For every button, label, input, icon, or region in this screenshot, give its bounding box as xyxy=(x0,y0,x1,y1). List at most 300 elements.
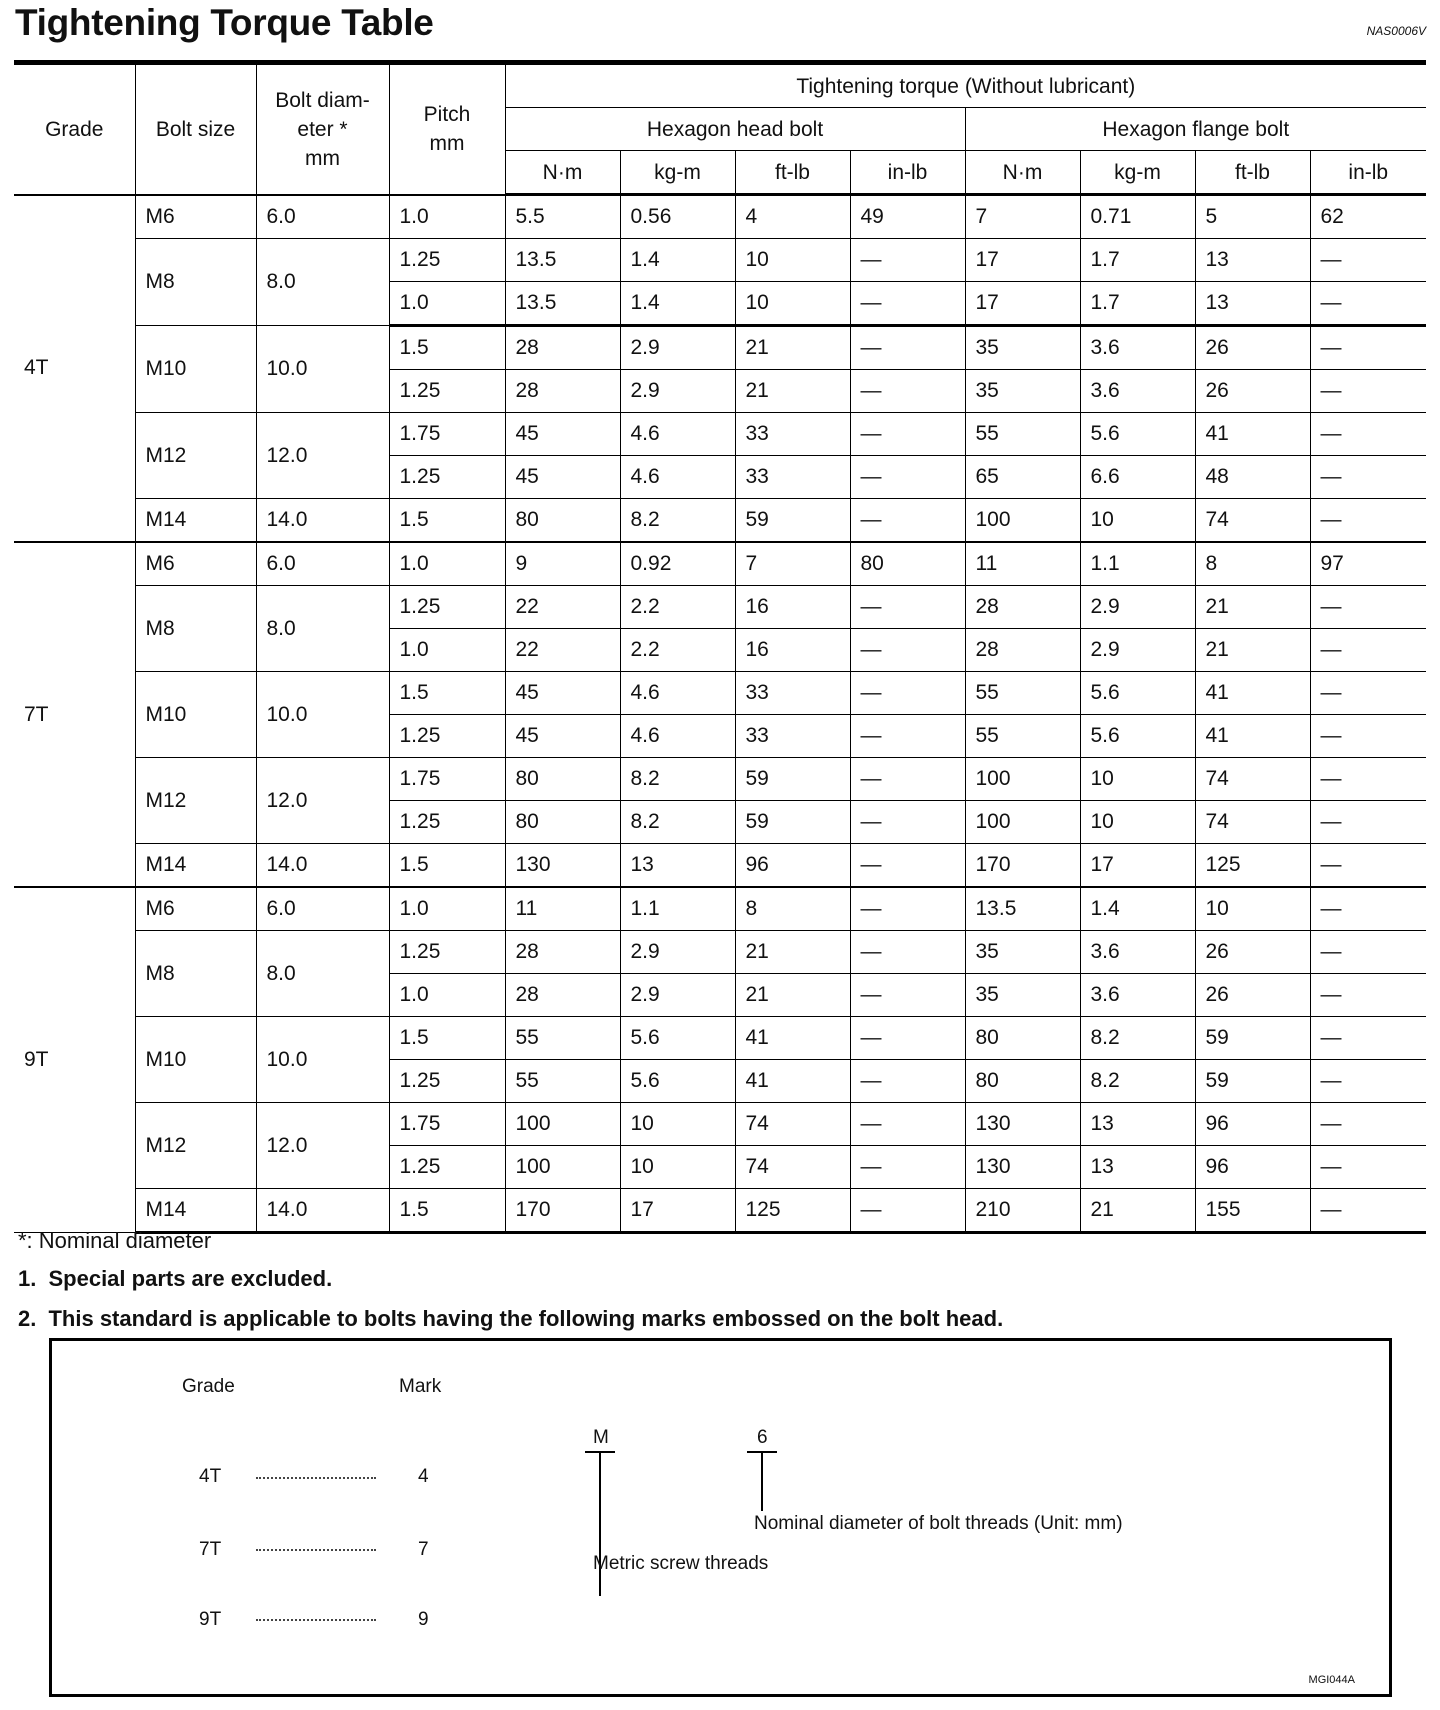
torque-value-cell: 2.9 xyxy=(1080,586,1195,629)
pitch-cell: 1.75 xyxy=(389,758,505,801)
torque-value-cell: 17 xyxy=(965,282,1080,326)
page-title: Tightening Torque Table xyxy=(15,2,434,43)
grade-cell: 9T xyxy=(14,887,135,1233)
torque-value-cell: — xyxy=(850,326,965,370)
pitch-cell: 1.5 xyxy=(389,499,505,543)
torque-value-cell: 35 xyxy=(965,974,1080,1017)
torque-value-cell: — xyxy=(1310,974,1426,1017)
torque-value-cell: 8.2 xyxy=(1080,1060,1195,1103)
unit-header: in-lb xyxy=(1310,151,1426,195)
torque-value-cell: — xyxy=(850,974,965,1017)
torque-value-cell: — xyxy=(850,282,965,326)
torque-value-cell: 96 xyxy=(735,844,850,888)
note-1 xyxy=(18,1266,332,1292)
marks-grade-4t: 4T xyxy=(199,1466,222,1487)
bolt-diameter-cell: 6.0 xyxy=(256,195,389,239)
unit-header: kg-m xyxy=(1080,151,1195,195)
torque-value-cell: 7 xyxy=(735,542,850,586)
torque-value-cell: 8.2 xyxy=(620,801,735,844)
pitch-cell: 1.5 xyxy=(389,672,505,715)
table-row xyxy=(14,239,1426,282)
torque-value-cell: 33 xyxy=(735,715,850,758)
pitch-cell: 1.25 xyxy=(389,1060,505,1103)
torque-value-cell: 26 xyxy=(1195,326,1310,370)
bolt-diameter-cell: 10.0 xyxy=(256,672,389,758)
torque-value-cell: — xyxy=(850,629,965,672)
pitch-cell: 1.0 xyxy=(389,195,505,239)
document-code: NAS0006V xyxy=(1366,24,1426,38)
torque-value-cell: 59 xyxy=(735,801,850,844)
torque-value-cell: 4.6 xyxy=(620,672,735,715)
pitch-cell: 1.0 xyxy=(389,282,505,326)
torque-value-cell: — xyxy=(1310,456,1426,499)
unit-header: ft-lb xyxy=(1195,151,1310,195)
note-1-number: 1. xyxy=(18,1266,37,1291)
torque-value-cell: 11 xyxy=(505,887,620,931)
torque-value-cell: 74 xyxy=(1195,499,1310,543)
torque-value-cell: 74 xyxy=(735,1146,850,1189)
bolt-size-cell: M6 xyxy=(135,542,256,586)
bolt-marks-figure xyxy=(49,1338,1392,1697)
torque-value-cell: — xyxy=(850,1146,965,1189)
torque-value-cell: 41 xyxy=(1195,672,1310,715)
torque-value-cell: — xyxy=(1310,282,1426,326)
torque-value-cell: 45 xyxy=(505,456,620,499)
torque-value-cell: 1.4 xyxy=(620,282,735,326)
torque-value-cell: — xyxy=(1310,499,1426,543)
torque-value-cell: 3.6 xyxy=(1080,974,1195,1017)
table-row xyxy=(14,1103,1426,1146)
bolt-size-cell: M12 xyxy=(135,1103,256,1189)
dotted-leader xyxy=(256,1549,376,1551)
torque-value-cell: — xyxy=(850,672,965,715)
torque-value-cell: 130 xyxy=(965,1146,1080,1189)
torque-value-cell: 8 xyxy=(1195,542,1310,586)
pitch-cell: 1.0 xyxy=(389,974,505,1017)
torque-value-cell: — xyxy=(1310,844,1426,888)
torque-value-cell: 21 xyxy=(1195,586,1310,629)
torque-value-cell: 1.7 xyxy=(1080,239,1195,282)
bolt-diameter-cell: 8.0 xyxy=(256,239,389,326)
note-2 xyxy=(18,1306,1003,1332)
bolt-size-cell: M10 xyxy=(135,326,256,413)
pitch-cell: 1.5 xyxy=(389,326,505,370)
torque-value-cell: 74 xyxy=(735,1103,850,1146)
unit-header: in-lb xyxy=(850,151,965,195)
header-hexagon-head-bolt: Hexagon head bolt xyxy=(505,108,965,151)
torque-value-cell: 74 xyxy=(1195,758,1310,801)
torque-value-cell: 21 xyxy=(735,974,850,1017)
torque-value-cell: 8.2 xyxy=(620,758,735,801)
pitch-cell: 1.5 xyxy=(389,1189,505,1233)
bolt-diameter-cell: 10.0 xyxy=(256,1017,389,1103)
torque-value-cell: 22 xyxy=(505,586,620,629)
torque-value-cell: — xyxy=(850,1060,965,1103)
torque-value-cell: 5.6 xyxy=(620,1060,735,1103)
torque-value-cell: 10 xyxy=(1195,887,1310,931)
torque-value-cell: 125 xyxy=(1195,844,1310,888)
bolt-diameter-cell: 10.0 xyxy=(256,326,389,413)
bolt-diameter-cell: 12.0 xyxy=(256,758,389,844)
marks-mark-4: 4 xyxy=(418,1466,429,1487)
torque-value-cell: 13.5 xyxy=(505,239,620,282)
torque-value-cell: 13 xyxy=(1080,1103,1195,1146)
torque-value-cell: 55 xyxy=(505,1017,620,1060)
torque-value-cell: 4.6 xyxy=(620,413,735,456)
torque-value-cell: 2.9 xyxy=(620,974,735,1017)
torque-value-cell: 35 xyxy=(965,931,1080,974)
torque-value-cell: 28 xyxy=(505,326,620,370)
torque-value-cell: 100 xyxy=(505,1146,620,1189)
torque-value-cell: — xyxy=(1310,370,1426,413)
table-row xyxy=(14,931,1426,974)
torque-value-cell: 10 xyxy=(620,1103,735,1146)
unit-header: ft-lb xyxy=(735,151,850,195)
table-row xyxy=(14,542,1426,586)
torque-value-cell: — xyxy=(850,586,965,629)
torque-value-cell: 6.6 xyxy=(1080,456,1195,499)
torque-table xyxy=(14,64,1426,1234)
marks-mark-7: 7 xyxy=(418,1539,429,1560)
torque-value-cell: 80 xyxy=(965,1017,1080,1060)
torque-value-cell: 10 xyxy=(620,1146,735,1189)
torque-value-cell: 2.9 xyxy=(620,931,735,974)
torque-value-cell: — xyxy=(850,239,965,282)
torque-value-cell: 33 xyxy=(735,413,850,456)
bolt-diameter-cell: 6.0 xyxy=(256,542,389,586)
torque-value-cell: 28 xyxy=(505,974,620,1017)
torque-value-cell: — xyxy=(850,887,965,931)
bolt-size-cell: M6 xyxy=(135,195,256,239)
torque-value-cell: — xyxy=(850,456,965,499)
metric-screw-threads-label: Metric screw threads xyxy=(593,1553,769,1574)
bolt-diameter-cell: 14.0 xyxy=(256,844,389,888)
torque-value-cell: 97 xyxy=(1310,542,1426,586)
pitch-cell: 1.75 xyxy=(389,413,505,456)
torque-value-cell: — xyxy=(850,801,965,844)
torque-value-cell: 210 xyxy=(965,1189,1080,1233)
torque-value-cell: 21 xyxy=(1195,629,1310,672)
bolt-size-cell: M8 xyxy=(135,239,256,326)
torque-value-cell: — xyxy=(850,758,965,801)
bolt-diameter-cell: 6.0 xyxy=(256,887,389,931)
torque-value-cell: 80 xyxy=(505,499,620,543)
torque-value-cell: 13.5 xyxy=(965,887,1080,931)
torque-value-cell: 5.6 xyxy=(1080,715,1195,758)
bolt-diameter-cell: 14.0 xyxy=(256,499,389,543)
table-row xyxy=(14,195,1426,239)
torque-value-cell: 0.92 xyxy=(620,542,735,586)
marks-grade-header: Grade xyxy=(182,1376,235,1397)
nominal-diameter-label: Nominal diameter of bolt threads (Unit: mm) xyxy=(754,1513,1123,1534)
torque-value-cell: 28 xyxy=(505,931,620,974)
torque-value-cell: 10 xyxy=(1080,499,1195,543)
note-1-text: Special parts are excluded. xyxy=(48,1266,333,1291)
header-hexagon-flange-bolt: Hexagon flange bolt xyxy=(965,108,1426,151)
torque-value-cell: 11 xyxy=(965,542,1080,586)
bolt-size-cell: M12 xyxy=(135,413,256,499)
marks-grade-9t: 9T xyxy=(199,1609,222,1630)
torque-value-cell: 16 xyxy=(735,629,850,672)
torque-table-body xyxy=(14,195,1426,1233)
torque-value-cell: 17 xyxy=(965,239,1080,282)
torque-value-cell: 8.2 xyxy=(1080,1017,1195,1060)
torque-value-cell: 3.6 xyxy=(1080,370,1195,413)
torque-value-cell: 2.2 xyxy=(620,586,735,629)
torque-value-cell: 2.9 xyxy=(620,370,735,413)
torque-value-cell: 2.2 xyxy=(620,629,735,672)
torque-value-cell: 100 xyxy=(965,499,1080,543)
bolt-size-cell: M8 xyxy=(135,586,256,672)
torque-value-cell: 26 xyxy=(1195,931,1310,974)
pitch-cell: 1.5 xyxy=(389,844,505,888)
pitch-cell: 1.25 xyxy=(389,456,505,499)
torque-value-cell: — xyxy=(1310,887,1426,931)
torque-value-cell: 1.1 xyxy=(620,887,735,931)
torque-value-cell: 170 xyxy=(505,1189,620,1233)
torque-value-cell: 62 xyxy=(1310,195,1426,239)
torque-value-cell: — xyxy=(1310,1060,1426,1103)
bolt-size-cell: M10 xyxy=(135,1017,256,1103)
table-row xyxy=(14,326,1426,370)
table-row xyxy=(14,887,1426,931)
note-2-text: This standard is applicable to bolts having the following marks embossed on the bolt head. xyxy=(48,1306,1004,1331)
note-2-number: 2. xyxy=(18,1306,37,1331)
torque-value-cell: 1.4 xyxy=(620,239,735,282)
pitch-cell: 1.25 xyxy=(389,931,505,974)
pitch-cell: 1.0 xyxy=(389,887,505,931)
header-bolt-diameter-line2: eter * xyxy=(297,117,348,141)
torque-value-cell: 4.6 xyxy=(620,456,735,499)
torque-value-cell: 5 xyxy=(1195,195,1310,239)
grade-cell: 7T xyxy=(14,542,135,887)
footnote-nominal-diameter: *: Nominal diameter xyxy=(18,1228,212,1253)
torque-value-cell: — xyxy=(850,1189,965,1233)
marks-grade-7t: 7T xyxy=(199,1539,222,1560)
torque-value-cell: — xyxy=(1310,1017,1426,1060)
torque-value-cell: 33 xyxy=(735,672,850,715)
torque-value-cell: 80 xyxy=(505,758,620,801)
torque-value-cell: 2.9 xyxy=(1080,629,1195,672)
grade-cell: 4T xyxy=(14,195,135,543)
table-row xyxy=(14,1017,1426,1060)
torque-value-cell: 41 xyxy=(1195,413,1310,456)
torque-value-cell: 96 xyxy=(1195,1103,1310,1146)
pitch-cell: 1.25 xyxy=(389,801,505,844)
torque-value-cell: — xyxy=(1310,801,1426,844)
torque-value-cell: 55 xyxy=(965,715,1080,758)
torque-value-cell: — xyxy=(850,499,965,543)
bolt-diameter-cell: 12.0 xyxy=(256,1103,389,1189)
pitch-cell: 1.25 xyxy=(389,370,505,413)
pitch-cell: 1.75 xyxy=(389,1103,505,1146)
torque-value-cell: 41 xyxy=(1195,715,1310,758)
bolt-size-cell: M10 xyxy=(135,672,256,758)
torque-value-cell: 17 xyxy=(1080,844,1195,888)
bolt-size-cell: M12 xyxy=(135,758,256,844)
torque-value-cell: 100 xyxy=(505,1103,620,1146)
torque-value-cell: 0.71 xyxy=(1080,195,1195,239)
header-grade: Grade xyxy=(14,65,135,195)
bolt-size-cell: M14 xyxy=(135,844,256,888)
torque-value-cell: 100 xyxy=(965,758,1080,801)
header-pitch-line1: Pitch xyxy=(423,103,471,127)
torque-value-cell: — xyxy=(1310,586,1426,629)
torque-value-cell: 155 xyxy=(1195,1189,1310,1233)
torque-value-cell: 10 xyxy=(735,239,850,282)
torque-value-cell: 5.6 xyxy=(1080,413,1195,456)
header-pitch xyxy=(389,65,505,195)
torque-value-cell: 10 xyxy=(1080,758,1195,801)
marks-mark-header: Mark xyxy=(399,1376,442,1397)
pitch-cell: 1.0 xyxy=(389,542,505,586)
bolt-diameter-cell: 8.0 xyxy=(256,931,389,1017)
torque-value-cell: 13 xyxy=(1195,282,1310,326)
torque-value-cell: 28 xyxy=(505,370,620,413)
torque-value-cell: 170 xyxy=(965,844,1080,888)
torque-value-cell: 10 xyxy=(1080,801,1195,844)
pitch-cell: 1.25 xyxy=(389,239,505,282)
torque-value-cell: 0.56 xyxy=(620,195,735,239)
torque-value-cell: — xyxy=(1310,715,1426,758)
pitch-cell: 1.5 xyxy=(389,1017,505,1060)
torque-value-cell: 13 xyxy=(1080,1146,1195,1189)
torque-value-cell: 80 xyxy=(850,542,965,586)
table-row xyxy=(14,413,1426,456)
torque-value-cell: 13 xyxy=(620,844,735,888)
torque-value-cell: 3.6 xyxy=(1080,931,1195,974)
bolt-size-cell: M14 xyxy=(135,1189,256,1233)
torque-value-cell: 13.5 xyxy=(505,282,620,326)
torque-value-cell: 96 xyxy=(1195,1146,1310,1189)
torque-value-cell: — xyxy=(1310,629,1426,672)
torque-value-cell: 26 xyxy=(1195,370,1310,413)
table-row xyxy=(14,586,1426,629)
torque-value-cell: 3.6 xyxy=(1080,326,1195,370)
torque-value-cell: — xyxy=(1310,326,1426,370)
bolt-diameter-cell: 14.0 xyxy=(256,1189,389,1233)
torque-value-cell: 7 xyxy=(965,195,1080,239)
header-tightening-torque: Tightening torque (Without lubricant) xyxy=(505,65,1426,108)
marks-mark-9: 9 xyxy=(418,1609,429,1630)
torque-value-cell: 1.4 xyxy=(1080,887,1195,931)
bolt-diameter-cell: 12.0 xyxy=(256,413,389,499)
torque-value-cell: 55 xyxy=(965,413,1080,456)
torque-value-cell: 41 xyxy=(735,1017,850,1060)
header-pitch-line2: mm xyxy=(429,132,465,156)
torque-value-cell: 55 xyxy=(505,1060,620,1103)
torque-value-cell: 74 xyxy=(1195,801,1310,844)
torque-value-cell: 21 xyxy=(735,931,850,974)
torque-value-cell: 80 xyxy=(505,801,620,844)
torque-value-cell: — xyxy=(850,370,965,413)
torque-value-cell: 4 xyxy=(735,195,850,239)
torque-value-cell: 1.7 xyxy=(1080,282,1195,326)
torque-value-cell: 55 xyxy=(965,672,1080,715)
torque-value-cell: 22 xyxy=(505,629,620,672)
torque-value-cell: — xyxy=(1310,758,1426,801)
torque-value-cell: — xyxy=(1310,239,1426,282)
torque-value-cell: 59 xyxy=(1195,1060,1310,1103)
torque-value-cell: 35 xyxy=(965,370,1080,413)
torque-value-cell: 48 xyxy=(1195,456,1310,499)
torque-value-cell: — xyxy=(850,931,965,974)
torque-value-cell: 13 xyxy=(1195,239,1310,282)
torque-value-cell: 28 xyxy=(965,629,1080,672)
unit-header: N·m xyxy=(965,151,1080,195)
torque-value-cell: 41 xyxy=(735,1060,850,1103)
figure-code: MGI044A xyxy=(1308,1674,1355,1686)
torque-value-cell: 33 xyxy=(735,456,850,499)
torque-value-cell: 26 xyxy=(1195,974,1310,1017)
dotted-leader xyxy=(256,1477,376,1479)
table-row xyxy=(14,1189,1426,1233)
table-row xyxy=(14,499,1426,543)
torque-value-cell: 80 xyxy=(965,1060,1080,1103)
dotted-leader xyxy=(256,1619,376,1621)
torque-value-cell: 49 xyxy=(850,195,965,239)
header-bolt-diameter xyxy=(256,65,389,195)
torque-value-cell: 17 xyxy=(620,1189,735,1233)
table-row xyxy=(14,758,1426,801)
torque-value-cell: — xyxy=(1310,1189,1426,1233)
torque-value-cell: 130 xyxy=(965,1103,1080,1146)
torque-value-cell: 21 xyxy=(735,326,850,370)
pitch-cell: 1.0 xyxy=(389,629,505,672)
header-bolt-size: Bolt size xyxy=(135,65,256,195)
torque-value-cell: 28 xyxy=(965,586,1080,629)
torque-value-cell: — xyxy=(850,1017,965,1060)
torque-value-cell: 100 xyxy=(965,801,1080,844)
torque-value-cell: 5.5 xyxy=(505,195,620,239)
torque-value-cell: 45 xyxy=(505,413,620,456)
torque-value-cell: 10 xyxy=(735,282,850,326)
header-bolt-diameter-line1: Bolt diam- xyxy=(275,88,370,112)
torque-value-cell: — xyxy=(1310,1146,1426,1189)
torque-value-cell: 130 xyxy=(505,844,620,888)
torque-value-cell: 59 xyxy=(735,499,850,543)
bolt-size-cell: M14 xyxy=(135,499,256,543)
bolt-size-cell: M8 xyxy=(135,931,256,1017)
torque-value-cell: — xyxy=(850,413,965,456)
torque-value-cell: — xyxy=(850,844,965,888)
torque-value-cell: — xyxy=(1310,931,1426,974)
torque-value-cell: 35 xyxy=(965,326,1080,370)
pitch-cell: 1.25 xyxy=(389,1146,505,1189)
torque-value-cell: 65 xyxy=(965,456,1080,499)
torque-value-cell: 5.6 xyxy=(620,1017,735,1060)
bolt-size-cell: M6 xyxy=(135,887,256,931)
torque-value-cell: 45 xyxy=(505,715,620,758)
torque-value-cell: 9 xyxy=(505,542,620,586)
torque-value-cell: — xyxy=(1310,672,1426,715)
torque-value-cell: 2.9 xyxy=(620,326,735,370)
torque-value-cell: 21 xyxy=(1080,1189,1195,1233)
pitch-cell: 1.25 xyxy=(389,715,505,758)
torque-value-cell: 125 xyxy=(735,1189,850,1233)
torque-value-cell: 59 xyxy=(735,758,850,801)
torque-value-cell: 1.1 xyxy=(1080,542,1195,586)
torque-value-cell: 45 xyxy=(505,672,620,715)
table-row xyxy=(14,844,1426,888)
unit-header: N·m xyxy=(505,151,620,195)
bolt-mark-letter-m: M xyxy=(593,1427,609,1448)
torque-value-cell: — xyxy=(1310,413,1426,456)
bolt-diameter-cell: 8.0 xyxy=(256,586,389,672)
torque-value-cell: 16 xyxy=(735,586,850,629)
bolt-mark-number-6: 6 xyxy=(757,1427,768,1448)
torque-value-cell: — xyxy=(850,1103,965,1146)
